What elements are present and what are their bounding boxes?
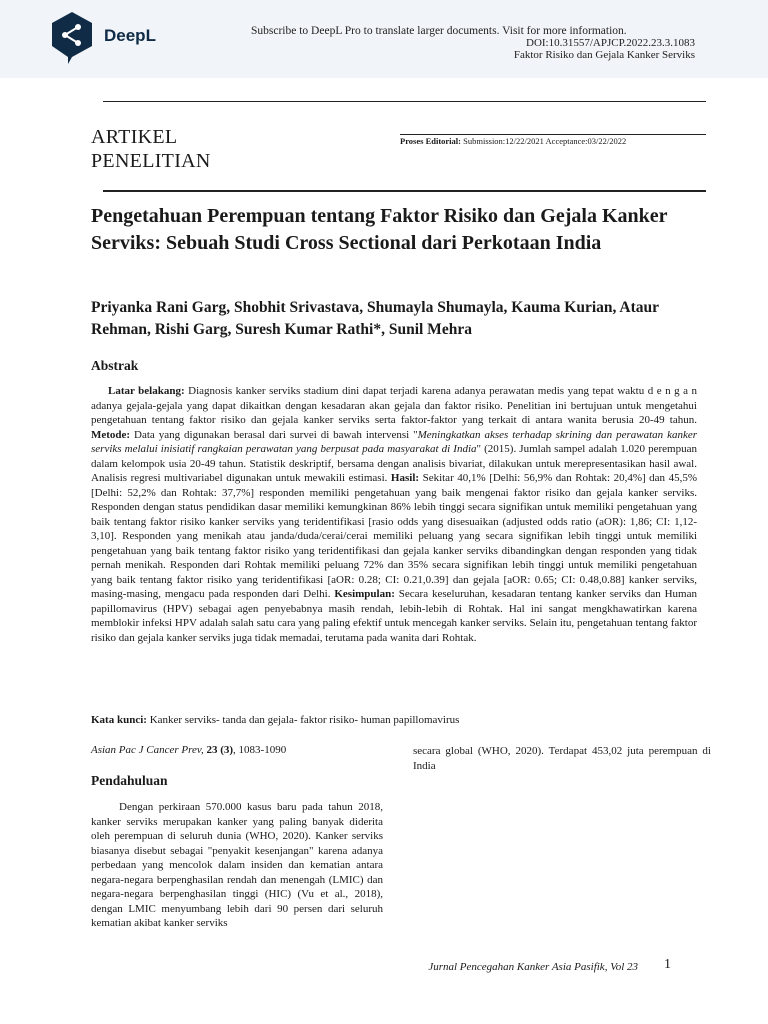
result-text: Sekitar 40,1% [Delhi: 56,9% dan Rohtak: 20,4%] dan 45,5% [Delhi: 52,2% dan Rohtak: 37,7%] responden memiliki pengetahuan yang baik mengenai faktor risiko dan gejala kanker serviks. Responden dengan status pendidikan dasar memiliki kemungkinan 86% lebih tinggi secara signifikan untuk memiliki pengetahuan yang baik tentang faktor risiko kanker serviks yang teridentifikasi [rasio odds yang disesuaikan (adjusted odds ratio (aOR): 1,86; CI: 1,12-3,10]. Responden yang menikah atau janda/duda/cerai/cerai memiliki peluang yang secara signifikan lebih tinggi untuk memiliki pengetahuan yang baik tentang faktor risiko yang teridentifikasi dan gejala kanker serviks dibandingkan dengan responden yang tidak pernah menikah. Responden dari Rohtak memiliki peluang 72% dan 35% secara signifikan lebih tinggi untuk memiliki pengetahuan yang baik tentang faktor risiko yang teridentifikasi [aOR: 0.28; CI: 0.21,0.39] dan gejala [aOR: 0.65; CI: 0.48,0.88] kanker serviks, masing-masing, mengacu pada responden dari Delhi.	[91, 472, 697, 600]
citation-pages: , 1083-1090	[233, 744, 287, 756]
intro-right-column: secara global (WHO, 2020). Terdapat 453,02 juta perempuan di India	[413, 745, 711, 772]
citation	[91, 744, 286, 756]
citation-journal: Asian Pac J Cancer Prev,	[91, 744, 204, 756]
article-type-line2: PENELITIAN	[91, 150, 211, 172]
background-text: Diagnosis kanker serviks stadium dini dapat terjadi karena adanya perawatan medis yang tepat waktu d e n g a n adanya gejala-gejala yang dapat dikaitkan dengan kesadaran akan gejala dan faktor risiko. Penelitian ini bertujuan untuk mengetahui pengetahuan tentang faktor risiko dan gejala kanker serviks serta faktor-faktor yang terkait di antara wanita berusia 20-49 tahun.	[91, 385, 697, 426]
citation-volume: 23 (3)	[203, 744, 234, 756]
deepl-logo-icon[interactable]	[48, 10, 96, 66]
running-title: Faktor Risiko dan Gejala Kanker Serviks	[513, 49, 695, 61]
author-list: Priyanka Rani Garg, Shobhit Srivastava, Shumayla Shumayla, Kauma Kurian, Ataur Rehman, Rishi Garg, Suresh Kumar Rathi*, Sunil Mehra	[91, 299, 659, 338]
subscribe-notice: Subscribe to DeepL Pro to translate larger documents. Visit for more information.	[251, 25, 627, 37]
editorial-rule	[400, 134, 706, 135]
footer-journal: Jurnal Pencegahan Kanker Asia Pasifik, Vol 23	[428, 961, 638, 973]
intro-heading: Pendahuluan	[91, 773, 168, 788]
deepl-banner	[0, 0, 768, 78]
article-type-line1: ARTIKEL	[91, 126, 178, 148]
article-title: Pengetahuan Perempuan tentang Faktor Risiko dan Gejala Kanker Serviks: Sebuah Studi Cross Sectional dari Perkotaan India	[91, 205, 668, 254]
background-label: Latar belakang:	[108, 385, 185, 397]
deepl-logo-text[interactable]: DeepL	[104, 26, 156, 45]
keywords	[91, 713, 697, 727]
method-text-a: Data yang digunakan berasal dari survei di bawah intervensi "	[130, 428, 418, 441]
keywords-label: Kata kunci:	[91, 714, 147, 726]
page-number: 1	[664, 957, 671, 972]
method-text-b: " (2015). Jumlah sampel adalah 1.020 perempuan dalam kelompok usia 20-49 tahun. Statistik deskriptif, bersama dengan analisis bivariat, dilakukan untuk merepresentasikan hasil awal. Analisis regresi multivariabel digunakan untuk mewakili estimasi.	[91, 443, 697, 484]
method-label: Metode:	[91, 428, 131, 441]
abstract-heading: Abstrak	[91, 358, 139, 373]
keywords-text: Kanker serviks- tanda dan gejala- faktor risiko- human papillomavirus	[146, 714, 460, 726]
doi: DOI:10.31557/APJCP.2022.23.3.1083	[526, 37, 695, 49]
conclusion-text: Secara keseluruhan, kesadaran tentang kanker serviks dan Human papillomavirus (HPV) sebagai agen penyebabnya masih rendah, lebih-lebih di Rohtak. Hal ini sangat mengkhawatirkan karena memblokir infeksi HPV adalah salah satu cara yang paling efektif untuk mencegah kanker serviks. Selain itu, pengetahuan tentang faktor risiko dan gejala kanker serviks juga tidak memadai, terutama pada wanita dari Rohtak.	[91, 588, 697, 644]
header-rule-bottom	[103, 190, 706, 192]
abstract-body	[91, 384, 697, 645]
conclusion-label: Kesimpulan:	[334, 588, 395, 600]
editorial-process	[400, 136, 626, 146]
result-label: Hasil:	[390, 472, 420, 484]
intro-left-column: Dengan perkiraan 570.000 kasus baru pada tahun 2018, kanker serviks merupakan kanker yang paling banyak diderita oleh perempuan di seluruh dunia (WHO, 2020). Kanker serviks biasanya disebut sebagai "penyakit kesenjangan" karena adanya perbedaan yang mencolok dalam insiden dan kematian antara negara-negara berpenghasilan rendah dan menengah (LMIC) dan negara-negara berpenghasilan tinggi (HIC) (Vu et al., 2018), dengan LMIC menyumbang lebih dari 90 persen dari seluruh kematian akibat kanker serviks	[91, 801, 383, 929]
header-rule-top	[103, 101, 706, 102]
editorial-label: Proses Editorial:	[400, 136, 461, 146]
method-italic: Meningkatkan akses terhadap skrining dan perawatan kanker serviks melalui inisiatif rangkaian perawatan yang berpusat pada masyarakat di India	[91, 428, 698, 455]
editorial-dates: Submission:12/22/2021 Acceptance:03/22/2022	[461, 136, 627, 146]
article-type	[91, 125, 291, 173]
